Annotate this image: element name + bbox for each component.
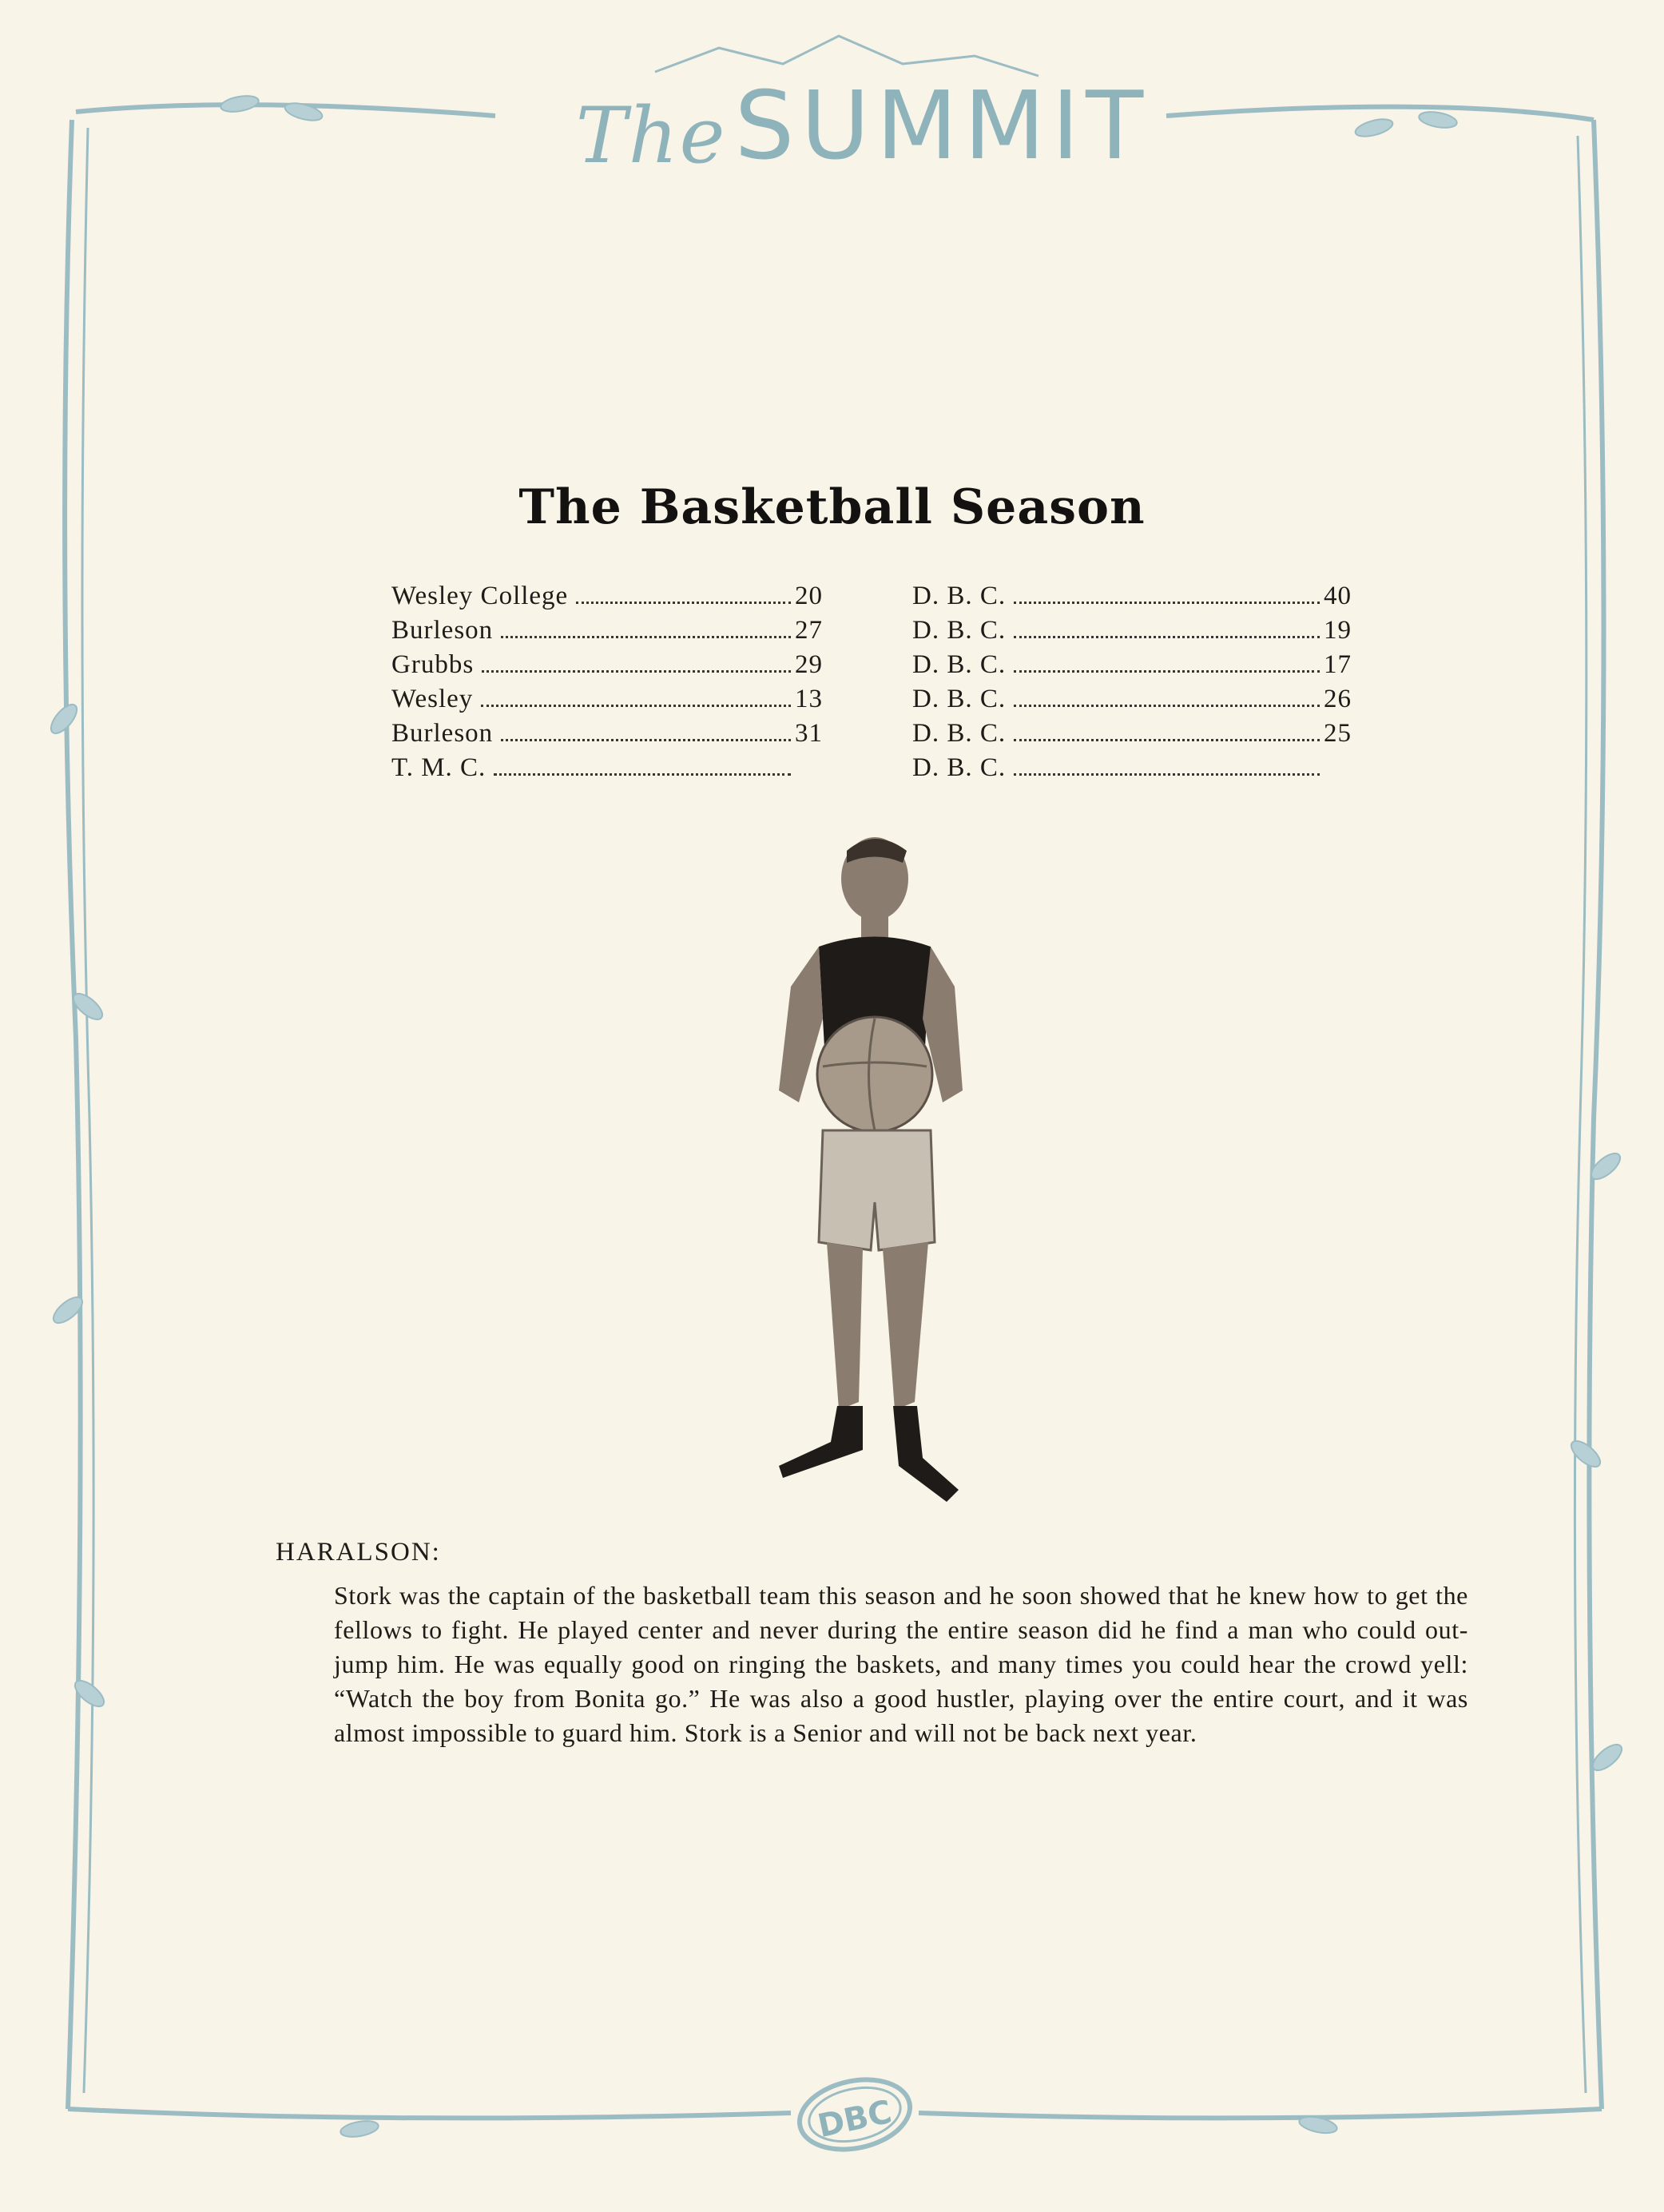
team-score: 31 xyxy=(795,719,823,748)
masthead-summit: SUMMIT xyxy=(734,70,1150,181)
dot-leader xyxy=(482,670,791,673)
team-name: Burleson xyxy=(391,616,494,645)
team-name: D. B. C. xyxy=(912,616,1007,645)
team-name: Wesley College xyxy=(391,582,569,610)
score-row xyxy=(391,719,823,753)
team-name: Wesley xyxy=(391,685,474,713)
team-name: D. B. C. xyxy=(912,753,1007,782)
team-score: 29 xyxy=(795,650,823,679)
score-row xyxy=(391,753,823,788)
team-name: Grubbs xyxy=(391,650,475,679)
dot-leader xyxy=(1014,636,1320,638)
player-name: HARALSON: xyxy=(276,1538,441,1567)
dot-leader xyxy=(1014,773,1320,776)
team-name: D. B. C. xyxy=(912,650,1007,679)
score-row xyxy=(912,719,1352,753)
dot-leader xyxy=(1014,739,1320,741)
masthead-logo xyxy=(559,70,1166,181)
dot-leader xyxy=(501,636,791,638)
dot-leader xyxy=(1014,705,1320,707)
score-row xyxy=(912,650,1352,685)
team-score: 26 xyxy=(1324,685,1352,713)
team-score: 20 xyxy=(795,582,823,610)
team-score: 40 xyxy=(1324,582,1352,610)
team-name: D. B. C. xyxy=(912,582,1007,610)
score-row xyxy=(912,685,1352,719)
dot-leader xyxy=(494,773,791,776)
team-name: D. B. C. xyxy=(912,719,1007,748)
team-name: D. B. C. xyxy=(912,685,1007,713)
masthead-the: The xyxy=(575,91,727,181)
seal-text: DBC xyxy=(814,2093,896,2146)
score-row xyxy=(391,616,823,650)
dot-leader xyxy=(576,602,791,604)
page-title: The Basketball Season xyxy=(518,479,1146,535)
team-score: 19 xyxy=(1324,616,1352,645)
score-row xyxy=(391,582,823,616)
team-score: 25 xyxy=(1324,719,1352,748)
dot-leader xyxy=(1014,670,1320,673)
team-name: T. M. C. xyxy=(391,753,486,782)
score-row xyxy=(391,685,823,719)
score-row xyxy=(912,753,1352,788)
dot-leader xyxy=(481,705,791,707)
score-row xyxy=(912,616,1352,650)
team-score: 13 xyxy=(795,685,823,713)
player-photo xyxy=(743,827,999,1538)
dot-leader xyxy=(1014,602,1320,604)
dot-leader xyxy=(501,739,791,741)
player-bio: Stork was the captain of the basketball team this season and he soon showed that he knew how to get the fellows to fight. He played center and never during the entire season did he find a man who could out-jump him. He was equally good on ringing the baskets, and many times you could hear the crowd yell: “Watch the boy from Bonita go.” He was also a good hustler, playing over the entire court, and it was almost impossible to guard him. Stork is a Senior and will not be back next year. xyxy=(334,1581,1468,1747)
dbc-scores xyxy=(912,582,1352,788)
opponent-scores xyxy=(391,582,823,788)
team-name: Burleson xyxy=(391,719,494,748)
team-score: 27 xyxy=(795,616,823,645)
score-row xyxy=(391,650,823,685)
team-score: 17 xyxy=(1324,650,1352,679)
score-row xyxy=(912,582,1352,616)
